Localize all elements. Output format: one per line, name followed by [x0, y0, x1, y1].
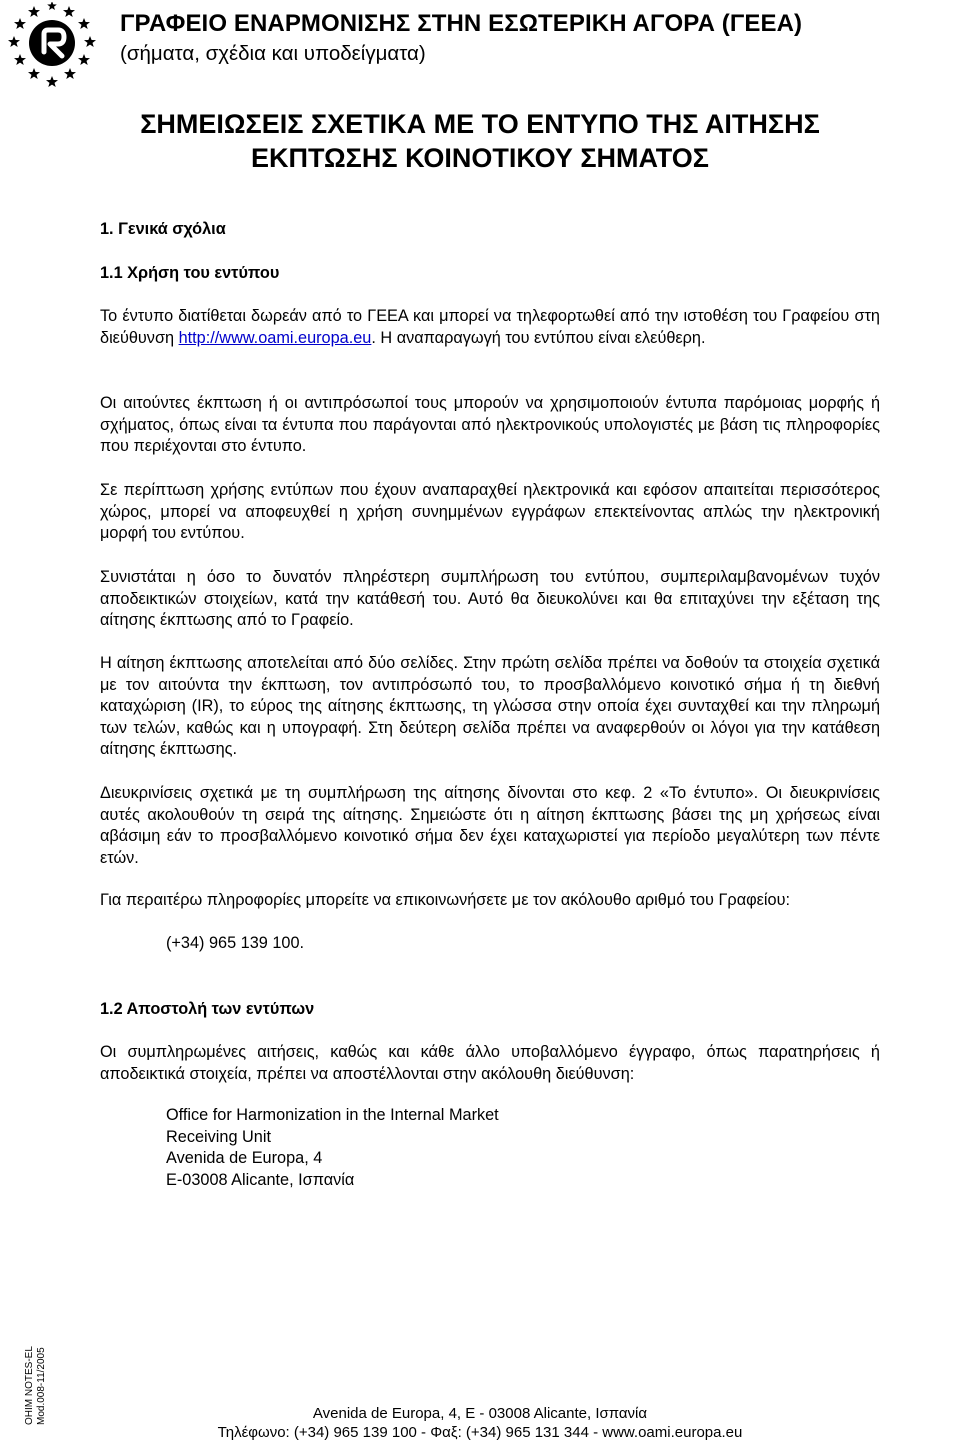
paragraph-representatives: Οι αιτούντες έκπτωση ή οι αντιπρόσωποί τους μπορούν να χρησιμοποιούν έντυπα παρόμοιας μορφής ή σχήματος, όπως είναι τα έντυπα που παράγονται από ηλεκτρονικούς υπολογιστές με βάση τις πληροφορίες που περιέχονται στο έντυπο. [100, 394, 880, 455]
section-1-heading: 1. Γενικά σχόλια [100, 220, 226, 238]
paragraph-sending-forms: Οι συμπληρωμένες αιτήσεις, καθώς και κάθε άλλο υποβαλλόμενο έγγραφο, όπως παρατηρήσεις ή αποδεικτικά στοιχεία, πρέπει να αποστέλλονται στην ακόλουθη διεύθυνση: [100, 1043, 880, 1083]
organization-title: ΓΡΑΦΕΙΟ ΕΝΑΡΜΟΝΙΣΗΣ ΣΤΗΝ ΕΣΩΤΕΡΙΚΗ ΑΓΟΡΑ (ΓΕΕΑ) [120, 10, 803, 37]
section-1-1-heading: 1.1 Χρήση του εντύπου [100, 264, 280, 282]
paragraph-text: Το έντυπο διατίθεται δωρεάν από το ΓΕΕΑ και μπορεί να τηλεφορτωθεί από την ιστοθέση του Γραφείου στη διεύθυνση [100, 307, 880, 347]
document-title-line2: ΕΚΠΤΩΣΗΣ ΚΟΙΝΟΤΙΚΟΥ ΣΗΜΑΤΟΣ [251, 143, 709, 173]
form-reference-line1: OHIM NOTES-EL [24, 1346, 35, 1425]
paragraph-electronic-forms: Σε περίπτωση χρήσης εντύπων που έχουν αναπαραχθεί ηλεκτρονικά και εφόσον απαιτείται περισσότερος χώρος, μπορεί να αποφευχθεί η χρήση συνημμένων εγγράφων επεκτείνοντας απλώς την ηλεκτρονική μορφή του εντύπου. [100, 481, 880, 542]
form-reference-line2: Mod.008-11/2005 [36, 1347, 47, 1425]
address-line: E-03008 Alicante, Ισπανία [166, 1170, 355, 1189]
paragraph-two-pages: Η αίτηση έκπτωσης αποτελείται από δύο σελίδες. Στην πρώτη σελίδα πρέπει να δοθούν τα στοιχεία σχετικά με τον αιτούντα την έκπτωση, τον αντιπρόσωπό του, το προσβαλλόμενο κοινοτικό σήμα ή τη διεθνή καταχώριση (IR), το εύρος της αίτησης έκπτωσης, τη γλώσσα στην οποία έχει συνταχθεί και την πληρωμή των τελών, καθώς και η υπογραφή. Στη δεύτερη σελίδα πρέπει να αναφερθούν οι λόγοι για την κατάθεση αίτησης έκπτωσης. [100, 654, 880, 758]
office-phone-number: (+34) 965 139 100. [166, 934, 305, 952]
mailing-address [166, 1105, 499, 1191]
paragraph-complete-filling: Συνιστάται η όσο το δυνατόν πληρέστερη συμπλήρωση του εντύπου, συμπεριλαμβανομένων τυχόν αποδεικτικών στοιχείων, κατά την κατάθεσή του. Αυτό θα διευκολύνει και θα επιταχύνει την εξέταση της αίτησης έκπτωσης από το Γραφείο. [100, 568, 880, 629]
document-title-line1: ΣΗΜΕΙΩΣΕΙΣ ΣΧΕΤΙΚΑ ΜΕ ΤΟ ΕΝΤΥΠΟ ΤΗΣ ΑΙΤΗΣΗΣ [140, 109, 820, 139]
organization-subtitle: (σήματα, σχέδια και υποδείγματα) [120, 42, 426, 65]
section-1-2-heading: 1.2 Αποστολή των εντύπων [100, 1000, 315, 1018]
paragraph-text: . Η αναπαραγωγή του εντύπου είναι ελεύθερη. [371, 328, 706, 347]
footer-address: Avenida de Europa, 4, E - 03008 Alicante, Ισπανία [312, 1405, 648, 1422]
oami-website-link[interactable]: http://www.oami.europa.eu [178, 328, 372, 347]
paragraph-form-availability [100, 306, 880, 349]
paragraph-further-info: Για περαιτέρω πληροφορίες μπορείτε να επικοινωνήσετε με τον ακόλουθο αριθμό του Γραφείου: [100, 891, 791, 909]
paragraph-clarifications: Διευκρινίσεις σχετικά με τη συμπλήρωση της αίτησης δίνονται στο κεφ. 2 «Το έντυπο». Οι διευκρινίσεις αυτές ακολουθούν τη σειρά της αίτησης. Σημειώστε ότι η αίτηση έκπτωσης βάσει της μη χρήσεως είναι αβάσιμη εάν το προσβαλλόμενο κοινοτικό σήμα δεν έχει καταχωριστεί για περίοδο μεγαλύτερη των πέντε ετών. [100, 784, 880, 867]
address-line: Office for Harmonization in the Internal Market [166, 1106, 499, 1124]
footer-contacts: Τηλέφωνο: (+34) 965 139 100 - Φαξ: (+34) 965 131 344 - www.oami.europa.eu [217, 1424, 743, 1441]
oami-stars-logo-icon [6, 2, 98, 94]
address-line: Receiving Unit [166, 1127, 271, 1146]
address-line: Avenida de Europa, 4 [166, 1149, 323, 1167]
